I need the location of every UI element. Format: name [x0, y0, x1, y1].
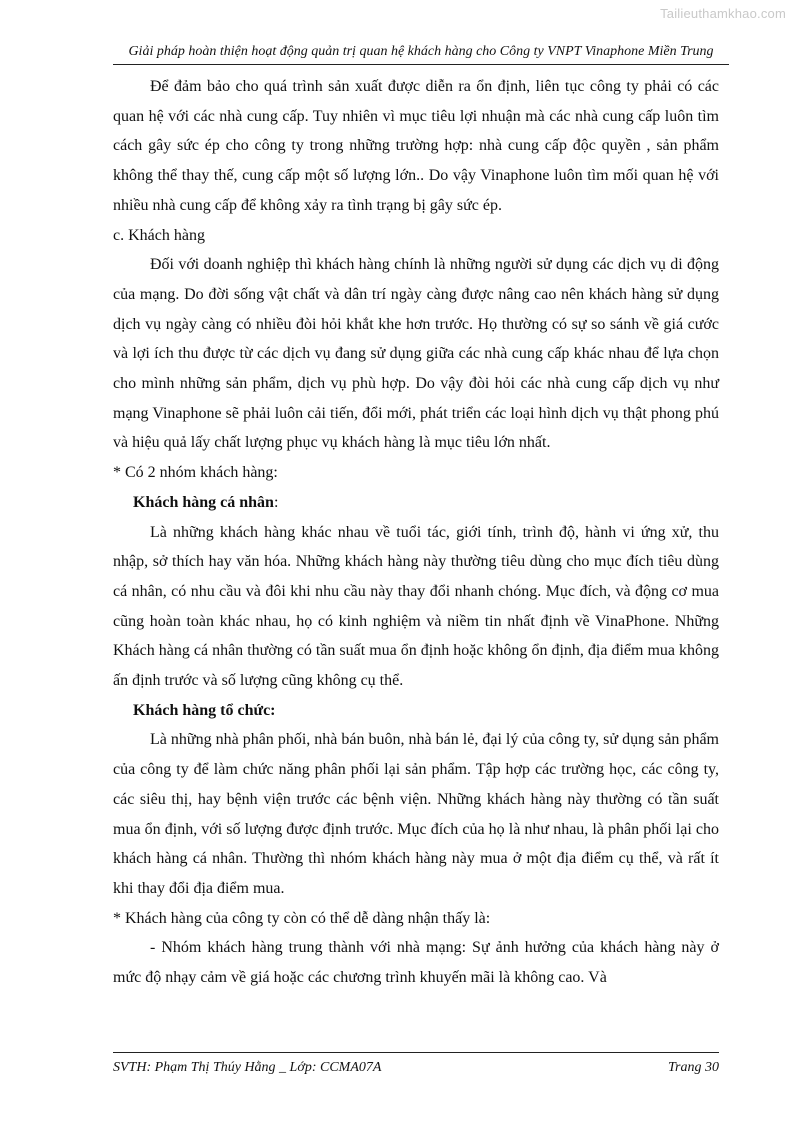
recognition-intro: * Khách hàng của công ty còn có thể dễ dàng nhận thấy là: — [113, 909, 491, 927]
subheading-individual — [113, 488, 719, 518]
paragraph-organization: Là những nhà phân phối, nhà bán buôn, nhà bán lẻ, đại lý của công ty, sử dụng sản phẩm của công ty để làm chức năng phân phối lại sản phẩm. Tập hợp các trường học, các công ty, các siêu thị, hay bệnh viện trước các bệnh viện. Những khách hàng này thường có tần suất mua ổn định, với số lượng được định trước. Mục đích của họ là như nhau, là phân phối lại cho khách hàng cá nhân. Thường thì nhóm khách hàng này mua ở một địa điểm cụ thể, và rất ít khi thay đổi địa điểm mua. — [113, 731, 719, 897]
paragraph-loyal-group: - Nhóm khách hàng trung thành với nhà mạng: Sự ảnh hưởng của khách hàng này ở mức độ nhạy cảm về giá hoặc các chương trình khuyến mãi là không cao. Và — [113, 939, 719, 987]
subheading-individual-colon: : — [273, 493, 279, 511]
page-number: Trang 30 — [668, 1060, 719, 1075]
page-header: Giải pháp hoàn thiện hoạt động quản trị quan hệ khách hàng cho Công ty VNPT Vinaphone Miền Trung — [113, 44, 729, 65]
paragraph-customers: Đối với doanh nghiệp thì khách hàng chính là những người sử dụng các dịch vụ di động của mạng. Do đời sống vật chất và dân trí ngày càng được nâng cao nên khách hàng sử dụng dịch vụ ngày càng có nhiều đòi hỏi khắt khe hơn trước. Họ thường có sự so sánh về giá cước và lợi ích thu được từ các dịch vụ đang sử dụng giữa các nhà cung cấp khác nhau để lựa chọn cho mình những sản phẩm, dịch vụ phù hợp. Do vậy đòi hỏi các nhà cung cấp dịch vụ như mạng Vinaphone sẽ phải luôn cải tiến, đổi mới, phát triển các loại hình dịch vụ thật phong phú và hiệu quả lấy chất lượng phục vụ khách hàng là mục tiêu lớn nhất. — [113, 256, 719, 452]
page-body — [113, 72, 719, 993]
page-footer — [113, 1052, 719, 1076]
subheading-individual-text: Khách hàng cá nhân — [133, 493, 274, 511]
customer-groups-intro: * Có 2 nhóm khách hàng: — [113, 464, 278, 482]
watermark: Tailieuthamkhao.com — [660, 6, 786, 21]
footer-author: SVTH: Phạm Thị Thúy Hằng _ Lớp: CCMA07A — [113, 1060, 382, 1075]
paragraph-suppliers: Để đảm bảo cho quá trình sản xuất được diễn ra ổn định, liên tục công ty phải có các quan hệ với các nhà cung cấp. Tuy nhiên vì mục tiêu lợi nhuận mà các nhà cung cấp luôn tìm cách gây sức ép cho công ty trong những trường hợp: nhà cung cấp độc quyền , sản phẩm không thể thay thế, cung cấp một số lượng lớn.. Do vậy Vinaphone luôn tìm mối quan hệ với nhiều nhà cung cấp để không xảy ra tình trạng bị gây sức ép. — [113, 78, 719, 214]
subheading-organization: Khách hàng tổ chức: — [133, 701, 276, 719]
section-heading-customers: c. Khách hàng — [113, 226, 205, 244]
paragraph-individual: Là những khách hàng khác nhau về tuổi tác, giới tính, trình độ, hành vi ứng xử, thu nhập, sở thích hay văn hóa. Những khách hàng này thường tiêu dùng cho mục đích tiêu dùng cá nhân, có nhu cầu và đôi khi nhu cầu này thay đổi nhanh chóng. Mục đích, và động cơ mua cũng hoàn toàn khác nhau, họ có kinh nghiệm và niềm tin nhất định về VinaPhone. Những Khách hàng cá nhân thường có tần suất mua ổn định hoặc không ổn định, địa điểm mua không ấn định trước và số lượng cũng không cụ thể. — [113, 523, 719, 690]
